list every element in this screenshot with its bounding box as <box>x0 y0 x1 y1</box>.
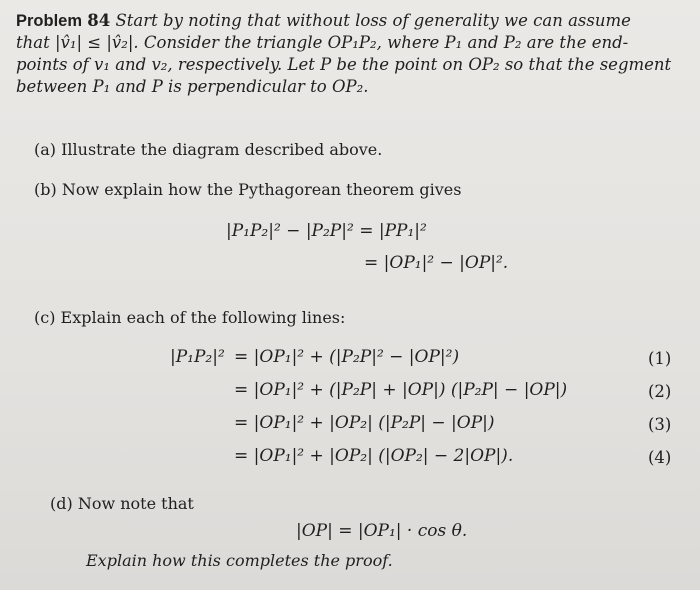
part-c-line-2: = |OP₁|² + (|P₂P| + |OP|) (|P₂P| − |OP|) <box>234 380 568 400</box>
part-b: (b) Now explain how the Pythagorean theorem gives <box>34 180 462 199</box>
part-b-equation-1: |P₁P₂|² − |P₂P|² = |PP₁|² <box>226 221 427 241</box>
equation-number-1: (1) <box>648 349 672 368</box>
intro-line-2: that |v̂₁| ≤ |v̂₂|. Consider the triangle OP₁P₂, where P₁ and P₂ are the end- <box>16 33 629 52</box>
part-c: (c) Explain each of the following lines: <box>34 308 346 327</box>
intro-line-1 <box>16 10 686 32</box>
problem-statement <box>16 10 686 98</box>
part-a: (a) Illustrate the diagram described above. <box>34 140 383 159</box>
equation-number-2: (2) <box>648 382 672 401</box>
equation-number-3: (3) <box>648 415 672 434</box>
part-c-line-3: = |OP₁|² + |OP₂| (|P₂P| − |OP|) <box>234 413 495 433</box>
intro-text-1: Start by noting that without loss of generality we can assume <box>115 11 631 30</box>
part-d-conclusion: Explain how this completes the proof. <box>86 551 393 570</box>
part-d: (d) Now note that <box>50 494 194 513</box>
problem-number: 84 <box>87 11 111 30</box>
part-b-equation-2: = |OP₁|² − |OP|². <box>364 253 509 273</box>
part-c-lhs: |P₁P₂|² <box>170 347 225 367</box>
intro-line-4: between P₁ and P is perpendicular to OP₂. <box>16 77 369 96</box>
part-d-equation: |OP| = |OP₁| · cos θ. <box>296 521 468 541</box>
problem-label: Problem <box>16 12 83 30</box>
equation-number-4: (4) <box>648 448 672 467</box>
intro-line-3: points of v₁ and v₂, respectively. Let P be the point on OP₂ so that the segment <box>16 55 672 74</box>
part-c-line-4: = |OP₁|² + |OP₂| (|OP₂| − 2|OP|). <box>234 446 514 466</box>
part-c-line-1: = |OP₁|² + (|P₂P|² − |OP|²) <box>234 347 460 367</box>
